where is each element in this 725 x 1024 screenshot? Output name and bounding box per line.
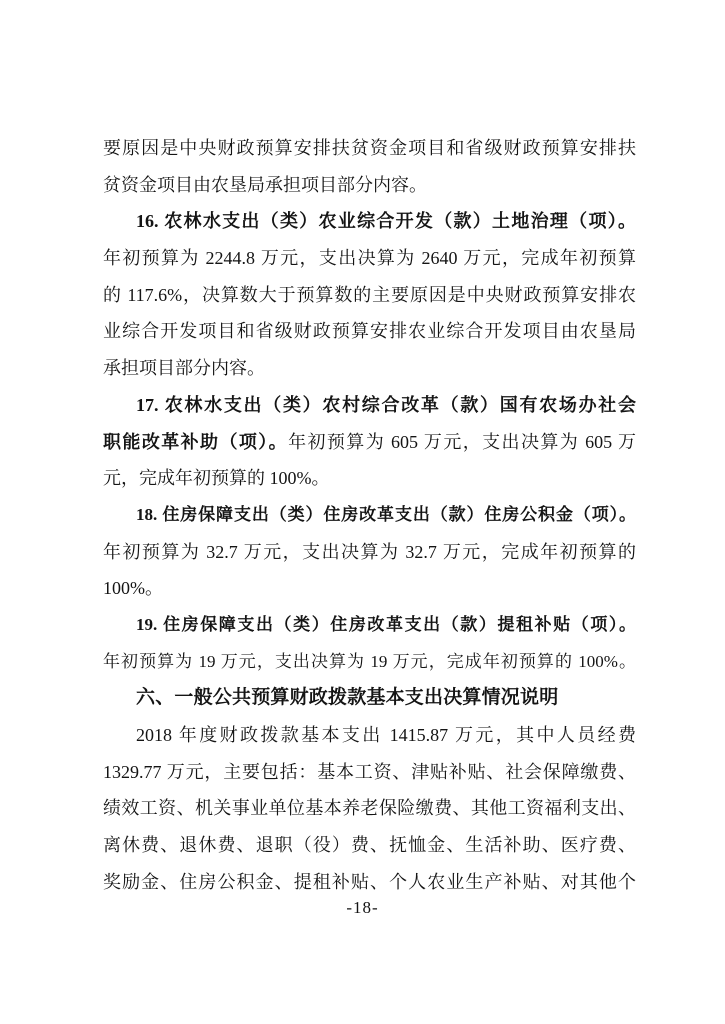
text-line-section6-body-5 (103, 864, 636, 901)
text-line-section6-body-2 (103, 754, 636, 791)
text-line-item17-body-2 (103, 460, 636, 497)
text-segment: 的 117.6%，决算数大于预算数的主要原因是中央财政预算安排农 (103, 284, 636, 305)
text-line-continuation-1 (103, 130, 636, 167)
text-line-item18-body-2 (103, 570, 636, 607)
text-segment: 2018 年度财政拨款基本支出 1415.87 万元，其中人员经费 (136, 725, 636, 745)
text-line-item17-heading (103, 387, 636, 424)
document-body (103, 130, 636, 900)
text-segment: 六、一般公共预算财政拨款基本支出决算情况说明 (136, 687, 559, 709)
page-number: -18- (346, 898, 379, 917)
text-segment: 承担项目部分内容。 (103, 358, 265, 379)
text-line-item18-body-1 (103, 534, 636, 571)
text-segment: 年初预算为 32.7 万元，支出决算为 32.7 万元，完成年初预算的 (103, 541, 636, 562)
text-segment: 18. 住房保障支出（类）住房改革支出（款）住房公积金（项）。 (136, 504, 636, 524)
text-segment: 年初预算为 605 万元，支出决算为 605 万 (288, 431, 637, 452)
text-segment: 年初预算为 19 万元，支出决算为 19 万元，完成年初预算的 100%。 (103, 651, 636, 671)
text-line-item16-body-4 (103, 350, 636, 387)
text-line-item19-body-1 (103, 644, 636, 681)
text-segment: 元，完成年初预算的 100%。 (103, 468, 330, 489)
text-segment: 奖励金、住房公积金、提租补贴、个人农业生产补贴、对其他个 (103, 871, 636, 892)
text-segment: 贫资金项目由农垦局承担项目部分内容。 (103, 174, 427, 195)
text-line-continuation-2 (103, 167, 636, 204)
text-line-item16-heading (103, 203, 636, 240)
text-segment: 17. 农林水支出（类）农村综合改革（款）国有农场办社会 (136, 394, 636, 415)
text-line-section6-body-4 (103, 827, 636, 864)
text-segment: 绩效工资、机关事业单位基本养老保险缴费、其他工资福利支出、 (103, 798, 636, 819)
text-line-section6-heading (103, 680, 636, 717)
text-line-section6-body-1 (103, 717, 636, 754)
text-segment: 19. 住房保障支出（类）住房改革支出（款）提租补贴（项）。 (136, 614, 636, 634)
text-segment: 1329.77 万元，主要包括：基本工资、津贴补贴、社会保障缴费、 (103, 761, 636, 782)
text-line-item16-body-1 (103, 240, 636, 277)
text-segment: 年初预算为 2244.8 万元，支出决算为 2640 万元，完成年初预算 (103, 248, 636, 269)
text-segment: 要原因是中央财政预算安排扶贫资金项目和省级财政预算安排扶 (103, 138, 636, 158)
text-segment: 业综合开发项目和省级财政预算安排农业综合开发项目由农垦局 (103, 321, 636, 342)
text-line-section6-body-3 (103, 790, 636, 827)
text-line-item16-body-2 (103, 277, 636, 314)
text-line-item16-body-3 (103, 313, 636, 350)
text-line-item17-body-1 (103, 424, 636, 461)
text-segment: 离休费、退休费、退职（役）费、抚恤金、生活补助、医疗费、 (103, 835, 636, 856)
text-line-item18-heading (103, 497, 636, 534)
text-segment: 职能改革补助（项）。 (103, 431, 289, 452)
text-line-item19-heading (103, 607, 636, 644)
text-segment: 16. 农林水支出（类）农业综合开发（款）土地治理（项）。 (136, 211, 636, 232)
text-segment: 100%。 (103, 578, 163, 599)
